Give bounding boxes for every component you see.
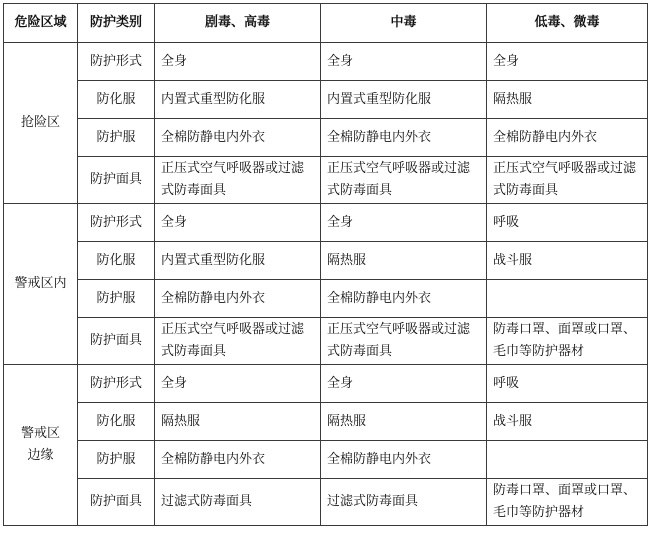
level-low-cell — [487, 280, 648, 318]
category-cell: 防护服 — [78, 441, 155, 479]
table-row — [4, 43, 648, 81]
category-cell: 防护形式 — [78, 204, 155, 242]
level-low-cell: 战斗服 — [487, 242, 648, 280]
level-mid-cell: 内置式重型防化服 — [321, 81, 487, 119]
level-low-cell: 呼吸 — [487, 365, 648, 403]
level-mid-cell: 全身 — [321, 365, 487, 403]
level-mid-cell: 隔热服 — [321, 403, 487, 441]
level-mid-cell: 正压式空气呼吸器或过滤式防毒面具 — [321, 157, 487, 204]
level-high-cell: 全身 — [155, 365, 321, 403]
level-high-cell: 全棉防静电内外衣 — [155, 441, 321, 479]
level-high-cell: 内置式重型防化服 — [155, 81, 321, 119]
level-mid-cell: 隔热服 — [321, 242, 487, 280]
header-level-high: 剧毒、高毒 — [155, 4, 321, 43]
zone-label: 警戒区边缘 — [20, 426, 60, 463]
category-cell: 防护服 — [78, 119, 155, 157]
level-low-cell: 全身 — [487, 43, 648, 81]
table-row — [4, 81, 648, 119]
level-low-cell: 全棉防静电内外衣 — [487, 119, 648, 157]
table-row — [4, 441, 648, 479]
zone-label: 抢险区 — [20, 115, 60, 130]
category-cell: 防化服 — [78, 81, 155, 119]
zone-label: 警戒区内 — [14, 276, 67, 291]
level-mid-cell: 正压式空气呼吸器或过滤式防毒面具 — [321, 318, 487, 365]
level-low-cell — [487, 441, 648, 479]
level-mid-cell: 全棉防静电内外衣 — [321, 280, 487, 318]
category-cell: 防化服 — [78, 403, 155, 441]
zone-cell — [4, 365, 78, 526]
category-cell: 防护形式 — [78, 365, 155, 403]
table-row — [4, 403, 648, 441]
table-row — [4, 204, 648, 242]
level-high-cell: 正压式空气呼吸器或过滤式防毒面具 — [155, 318, 321, 365]
level-high-cell: 全身 — [155, 43, 321, 81]
level-mid-cell: 全身 — [321, 204, 487, 242]
category-cell: 防护形式 — [78, 43, 155, 81]
header-category: 防护类别 — [78, 4, 155, 43]
table-row — [4, 157, 648, 204]
category-cell: 防护面具 — [78, 479, 155, 526]
table-row — [4, 318, 648, 365]
table-row — [4, 365, 648, 403]
table-row — [4, 242, 648, 280]
level-mid-cell: 过滤式防毒面具 — [321, 479, 487, 526]
table-body — [4, 43, 648, 526]
level-mid-cell: 全棉防静电内外衣 — [321, 441, 487, 479]
level-low-cell: 正压式空气呼吸器或过滤式防毒面具 — [487, 157, 648, 204]
level-low-cell: 防毒口罩、面罩或口罩、毛巾等防护器材 — [487, 479, 648, 526]
header-level-mid: 中毒 — [321, 4, 487, 43]
table-row — [4, 280, 648, 318]
level-high-cell: 隔热服 — [155, 403, 321, 441]
level-high-cell: 全棉防静电内外衣 — [155, 119, 321, 157]
level-low-cell: 呼吸 — [487, 204, 648, 242]
level-high-cell: 全棉防静电内外衣 — [155, 280, 321, 318]
category-cell: 防化服 — [78, 242, 155, 280]
level-mid-cell: 全棉防静电内外衣 — [321, 119, 487, 157]
protection-table — [3, 3, 648, 526]
table-row — [4, 119, 648, 157]
table-header-row — [4, 4, 648, 43]
level-high-cell: 全身 — [155, 204, 321, 242]
level-mid-cell: 全身 — [321, 43, 487, 81]
zone-cell — [4, 204, 78, 365]
category-cell: 防护服 — [78, 280, 155, 318]
header-level-low: 低毒、微毒 — [487, 4, 648, 43]
table-row — [4, 479, 648, 526]
category-cell: 防护面具 — [78, 157, 155, 204]
category-cell: 防护面具 — [78, 318, 155, 365]
header-zone: 危险区域 — [4, 4, 78, 43]
level-high-cell: 内置式重型防化服 — [155, 242, 321, 280]
zone-cell — [4, 43, 78, 204]
level-high-cell: 正压式空气呼吸器或过滤式防毒面具 — [155, 157, 321, 204]
level-high-cell: 过滤式防毒面具 — [155, 479, 321, 526]
level-low-cell: 战斗服 — [487, 403, 648, 441]
level-low-cell: 防毒口罩、面罩或口罩、毛巾等防护器材 — [487, 318, 648, 365]
level-low-cell: 隔热服 — [487, 81, 648, 119]
